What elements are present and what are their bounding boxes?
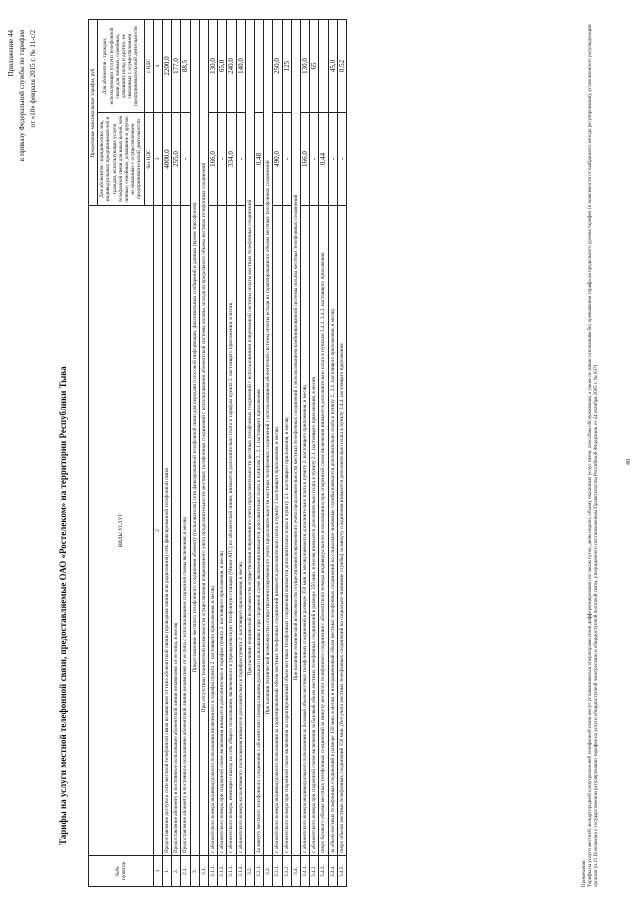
row-number: 3.4.2. [310,856,319,887]
table-row [273,20,282,887]
table-row [199,20,208,887]
tariff-citizens: 177,0 [172,20,181,113]
row-number: 3.2. [245,856,254,887]
service-description: с абонентского номера индивидуального пользования за гарантированный объем местных телефонных соединений взимается дополнительно плата к пункту 2 настоящего приложения, в месяц [273,206,282,856]
row-number: 3.4. [291,856,300,887]
tariff-citizens: 2200,0 [163,20,172,113]
col-num-1: 1 [153,856,162,887]
service-description: Предоставление абоненту в постоянное пользование абонентской линии независимо от ее типа с использованием спаренной схемы включения, в месяц [181,206,190,856]
col-num-3: 3 [153,113,162,206]
tariff-citizens: 65 [310,20,319,113]
col-header-no: №№ пунктов [89,856,154,887]
row-number: 3.4.1. [301,856,310,887]
service-description: Предоставление абоненту в постоянное пользование абонентской линии независимо от ее типа, в месяц [172,206,181,856]
table-row [310,20,319,887]
row-number: 3.2.1. [255,856,264,887]
table-row [172,20,181,887]
row-number: 3.1.3. [227,856,236,887]
table-row [245,20,254,887]
document-title: Тарифы на услуги местной телефонной связи, предоставляемые ОАО «Ростелеком» на территории Республики Тыва [58,366,68,845]
service-description: с абонентского номера индивидуального пользования включенного в тарифы пункта 2. настоящего приложения, в месяц [209,206,218,856]
tariff-citizens: 45,0 [328,20,337,113]
service-description: сверх объема местных телефонных соединений 150 мин. (без учета местных телефонных соединений на социально-значимые службы) за минуту соединения взимается дополнительно плата к пункту 3.4.4. настоящего приложения [337,206,346,856]
row-number: 3.4.5. [337,856,346,887]
col-num-4: 4 [153,20,162,113]
section-heading: При наличии технической возможности осуществления повременного учета продолжительности местных телефонных соединений с использованием комбинированной системы оплаты местных телефонных соединений [291,20,300,856]
document-header [6,30,39,161]
tariff-table-body [163,20,347,887]
service-description: с абонентского номера при спаренной схеме включения за базовый объем местных телефонных соединений в размере 350 мин. в месяц взимается дополнительно плата к пункту 2.1. настоящего приложения, в месяц [310,206,319,856]
tariff-citizens: 130,0 [209,20,218,113]
table-row [328,20,337,887]
section-heading: Предоставление местного телефонного соединения абоненту (пользователю) сети фиксированной телефонной связи для передачи голосовой информации, факсимильных сообщений и данных (кроме таксофонов) [190,20,199,856]
service-description: с абонентского номера, имеющего выход на сеть общего пользования, включенного в учрежденческую телефонную станцию (Мини-АТС) по абонентской линии, взимается дополнительно плата к тарифам пункта 2. настоящего приложения, в месяц [227,206,236,856]
row-number: 3. [190,856,199,887]
col-header-service: ВИДЫ УСЛУГ [89,206,154,856]
tariff-citizens: 240,0 [227,20,236,113]
tariff-legal: - [218,113,227,206]
row-number: 3.1.1. [209,856,218,887]
tariff-legal: 166,0 [209,113,218,206]
table-row [264,20,273,887]
tariff-legal: - [282,113,291,206]
service-description: с абонентского номера при спаренной схеме включения за гарантированный объем местных телефонных соединений взимается дополнительно плата к пункту 2.1. настоящего приложения, в месяц [282,206,291,856]
row-number: 2. [172,856,181,887]
header-appendix: Приложение 44 [7,30,15,77]
table-row [236,20,245,887]
table-row [301,20,310,887]
tariff-legal: - [236,113,245,206]
tariff-legal: - [337,113,346,206]
table-row [163,20,172,887]
col-header-no-vat: без НДС [144,113,153,206]
tariff-citizens: 88,5 [181,20,190,113]
row-number: 3.1.2. [218,856,227,887]
tariff-legal: - [181,113,190,206]
col-num-2: 2 [153,206,162,856]
tariff-legal: 4000,0 [163,113,172,206]
table-row [337,20,346,887]
section-heading: При наличии технической возможности осуществления повременного учета продолжительности местных телефонных соединений с использованием повременной системы оплаты местных телефонных соединений [245,20,254,856]
row-number: 3.3.1. [273,856,282,887]
tariff-citizens: 130,0 [301,20,310,113]
table-row [319,20,328,887]
service-description: За минуту местного телефонного соединения с абонентского номера индивидуального пользования и при спаренной схеме включения взимается дополнительно плата к пунктам 2., 2.1. настоящего приложения [255,206,264,856]
col-header-legal: Для абонентов - юридических лиц, индивидуальных предпринимателей и граждан, использующих услуги телефонной связи для иных целей, чем личные, семейные, домашние и другие, не связанные с осуществлением предпринимательской деятельности [98,113,144,206]
table-row [181,20,190,887]
tariff-citizens: 125 [282,20,291,113]
row-number: 3.3. [264,856,273,887]
service-description: с абонентского номера при спаренной схеме включения взимается дополнительно к тарифам пункта 2. настоящего приложения, в месяц [218,206,227,856]
tariff-citizens: 0,52 [337,20,346,113]
tariff-citizens: 140,0 [236,20,245,113]
table-row [282,20,291,887]
section-heading: При наличии технической возможности осуществления повременного учета продолжительности местных телефонных соединений с использованием абонентской системы оплаты исходя из гарантированного объема местных телефонных соединений [264,20,273,856]
tariff-legal: - [310,113,319,206]
notes [582,19,601,887]
header-order: к приказу Федеральной службы по тарифам [18,30,26,162]
table-row [190,20,199,887]
tariff-citizens: 250,0 [273,20,282,113]
notes-title: Примечания: [582,859,587,887]
table-row [255,20,264,887]
tariff-legal: 166,0 [301,113,310,206]
service-description: Предоставление доступа к сети местной телефонной связи независимо от типа абонентской линии (проводная линия или радиолиния) сеть фиксированной телефонной связи [163,206,172,856]
service-description: за объем местных телефонных соединений в размере 150 мин. в месяц и неограниченный объем местных телефонных соединений на социально-значимые службы взимается дополнительно плата к пункту 2., 2.1. настоящего приложения, в месяц [328,206,337,856]
header-date: от «10» февраля 2015 г. № 11-с/2 [29,30,37,128]
tariff-citizens [255,20,264,113]
page-number: 49 [626,459,632,465]
tariff-legal: - [328,113,337,206]
service-description: сверх базового объема местных телефонных соединений за минуту местного телефонного соединения с абонентского номера индивидуального пользования и при спаренной схеме включения взимается дополнительно плата к пунктам 3.4.1, 3.4.2. настоящего приложения [319,206,328,856]
table-row [227,20,236,887]
row-number: 3.1. [199,856,208,887]
tariff-legal: 490,0 [273,113,282,206]
tariff-legal: 0,44 [319,113,328,206]
row-number: 3.4.3. [319,856,328,887]
service-description: с абонентского номера коллективного пользования взимается дополнительно к тарифам пункта 2. настоящего приложения, в месяц [236,206,245,856]
row-number: 3.1.4. [236,856,245,887]
table-row [291,20,300,887]
tariff-citizens [319,20,328,113]
row-number: 2.1. [181,856,190,887]
col-header-vat: с НДС [144,20,153,113]
tariff-legal: 334,0 [227,113,236,206]
col-header-tariffs: Предельные максимальные тарифы, руб. [89,20,98,206]
service-description: с абонентского номера индивидуального пользования за базовый объем местных телефонных соединений в размере 350 мин. в месяц взимается дополнительно плата к пункту 2. настоящего приложения, в месяц [301,206,310,856]
tariff-legal: 0,48 [255,113,264,206]
row-number: 3.3.2. [282,856,291,887]
row-number: 1. [163,856,172,887]
section-heading: При отсутствии технической возможности осуществления повременного учета продолжительности местных телефонных соединений с использованием абонентской системы оплаты, исходя из предельного объема местных телефонных соединений [199,20,208,856]
tariff-table [88,19,347,887]
table-row [218,20,227,887]
row-number: 3.4.4. [328,856,337,887]
tariff-legal: 255,0 [172,113,181,206]
col-header-citizens: Для абонентов - граждан, использующих услуги телефонной связи для личных, семейных, домашних нужд и других, не связанных с осуществлением предпринимательской деятельности [98,20,144,113]
notes-text: Тарифы на услуги местной, междугородной и внутризоновой телефонной связи могут устанавливаться операторами связи дифференцированно по часам суток, дням недели, объему оказанных услуг связи, способам обслуживания, а также по иным основаниям без превышения тарифа на предельного уровня тарифов (в зависимости от выбранного метода регулирования), установленного регулирующим органом (п.15 Положения о государственном регулировании тарифов на услуги общедоступной электросвязи и общедоступной почтовой связи, утвержденного постановлением Правительства Российской Федерации от 24 октября 2005 г. № 637) [588,24,600,887]
tariff-citizens: 65,0 [218,20,227,113]
table-row [209,20,218,887]
